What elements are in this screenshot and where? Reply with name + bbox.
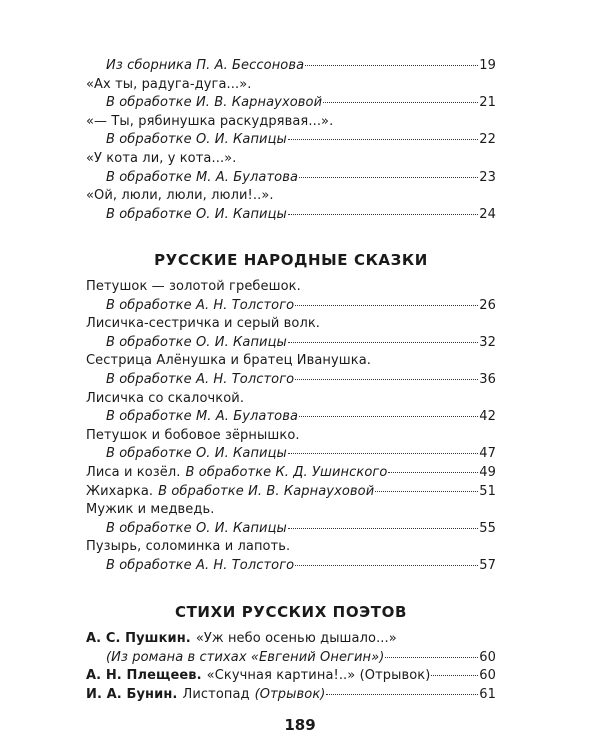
entry-page-number: 49	[479, 464, 496, 480]
entry-title: Мужик и медведь.	[86, 502, 215, 518]
toc-entry	[86, 151, 496, 170]
dot-leader	[299, 177, 478, 178]
page-number: 189	[284, 716, 316, 734]
toc-entry	[86, 298, 496, 317]
entry-page-number: 23	[479, 169, 496, 185]
entry-page-number: 55	[479, 520, 496, 536]
dot-leader	[305, 65, 478, 66]
toc-entry	[86, 114, 496, 133]
dot-leader	[323, 102, 478, 103]
toc-entry	[86, 188, 496, 207]
dot-leader	[288, 214, 478, 215]
entry-subtitle: (Отрывок)	[254, 686, 326, 702]
entry-page-number: 60	[479, 668, 496, 684]
entry-title: Петушок — золотой гребешок.	[86, 279, 301, 294]
entry-title: Жихарка.	[86, 483, 154, 499]
entry-title: Пузырь, соломинка и лапоть.	[86, 539, 291, 555]
entry-title: В обработке М. А. Булатова	[106, 169, 299, 185]
toc-entry	[86, 207, 496, 226]
entry-page-number: 19	[479, 58, 496, 73]
toc-entry	[86, 484, 496, 503]
entry-subtitle: В обработке И. В. Карнауховой	[158, 483, 375, 499]
entry-title: «Уж небо осенью дышало...»	[195, 631, 397, 646]
toc-entry	[86, 372, 496, 391]
toc-list-top	[86, 58, 496, 225]
toc-list-fairy-tales	[86, 279, 496, 577]
entry-title: Листопад	[182, 686, 250, 702]
entry-title: В обработке М. А. Булатова	[106, 409, 299, 425]
toc-entry	[86, 558, 496, 577]
entry-title: Из сборника П. А. Бессонова	[106, 58, 305, 73]
toc-entry	[86, 650, 496, 669]
entry-page-number: 57	[479, 557, 496, 573]
entry-author: И. А. Бунин.	[86, 686, 178, 702]
entry-title: Лисичка-сестричка и серый волк.	[86, 316, 321, 332]
entry-author: А. Н. Плещеев.	[86, 668, 202, 684]
toc-entry	[86, 95, 496, 114]
toc-entry	[86, 539, 496, 558]
entry-title: В обработке А. Н. Толстого	[106, 557, 295, 573]
entry-title: В обработке А. Н. Толстого	[106, 297, 295, 313]
toc-entry	[86, 353, 496, 372]
dot-leader	[295, 379, 478, 380]
dot-leader	[288, 528, 478, 529]
entry-title: «Ой, люли, люли, люли!..».	[86, 188, 274, 204]
entry-title: (Из романа в стихах «Евгений Онегин»)	[106, 649, 385, 665]
toc-entry	[86, 132, 496, 151]
entry-title: Лисичка со скалочкой.	[86, 390, 245, 406]
dot-leader	[288, 453, 478, 454]
dot-leader	[326, 694, 478, 695]
toc-entry	[86, 391, 496, 410]
toc-entry	[86, 631, 496, 650]
toc-entry	[86, 687, 496, 706]
entry-title: «У кота ли, у кота...».	[86, 150, 237, 166]
section-heading-fairy-tales: РУССКИЕ НАРОДНЫЕ СКАЗКИ	[154, 251, 428, 269]
toc-entry	[86, 335, 496, 354]
toc-entry	[86, 465, 496, 484]
dot-leader	[431, 675, 478, 676]
entry-page-number: 60	[479, 649, 496, 665]
entry-title: «Ах ты, радуга-дуга...».	[86, 76, 252, 92]
entry-page-number: 32	[479, 334, 496, 350]
entry-title: Сестрица Алёнушка и братец Иванушка.	[86, 353, 372, 369]
entry-title: В обработке И. В. Карнауховой	[106, 95, 323, 111]
toc-entry	[86, 668, 496, 687]
entry-title: Петушок и бобовое зёрнышко.	[86, 427, 300, 443]
toc-entry	[86, 502, 496, 521]
toc-entry	[86, 316, 496, 335]
dot-leader	[385, 657, 478, 658]
entry-author: А. С. Пушкин.	[86, 631, 191, 646]
entry-title: «— Ты, рябинушка раскудрявая...».	[86, 113, 334, 129]
dot-leader	[288, 139, 478, 140]
entry-page-number: 22	[479, 132, 496, 148]
dot-leader	[295, 305, 478, 306]
toc-entry	[86, 170, 496, 189]
entry-title: В обработке О. И. Капицы	[106, 334, 287, 350]
entry-page-number: 36	[479, 371, 496, 387]
entry-title: В обработке О. И. Капицы	[106, 132, 287, 148]
entry-title: «Скучная картина!..» (Отрывок)	[206, 668, 431, 684]
entry-page-number: 61	[479, 686, 496, 702]
toc-list-poets	[86, 631, 496, 705]
toc-entry	[86, 428, 496, 447]
entry-title: В обработке О. И. Капицы	[106, 206, 287, 222]
dot-leader	[299, 416, 478, 417]
dot-leader	[388, 472, 478, 473]
toc-entry	[86, 409, 496, 428]
entry-page-number: 47	[479, 446, 496, 462]
entry-page-number: 21	[479, 95, 496, 111]
toc-entry	[86, 279, 496, 298]
toc-entry	[86, 58, 496, 77]
entry-title: В обработке О. И. Капицы	[106, 520, 287, 536]
entry-title: В обработке А. Н. Толстого	[106, 371, 295, 387]
dot-leader	[375, 491, 478, 492]
entry-page-number: 51	[479, 483, 496, 499]
dot-leader	[295, 565, 478, 566]
entry-page-number: 24	[479, 206, 496, 222]
toc-entry	[86, 446, 496, 465]
toc-entry	[86, 77, 496, 96]
section-heading-poets: СТИХИ РУССКИХ ПОЭТОВ	[174, 603, 408, 621]
entry-page-number: 42	[479, 409, 496, 425]
entry-title: Лиса и козёл.	[86, 464, 181, 480]
entry-page-number: 26	[479, 297, 496, 313]
entry-title: В обработке О. И. Капицы	[106, 446, 287, 462]
dot-leader	[288, 342, 478, 343]
toc-entry	[86, 521, 496, 540]
entry-subtitle: В обработке К. Д. Ушинского	[185, 464, 388, 480]
